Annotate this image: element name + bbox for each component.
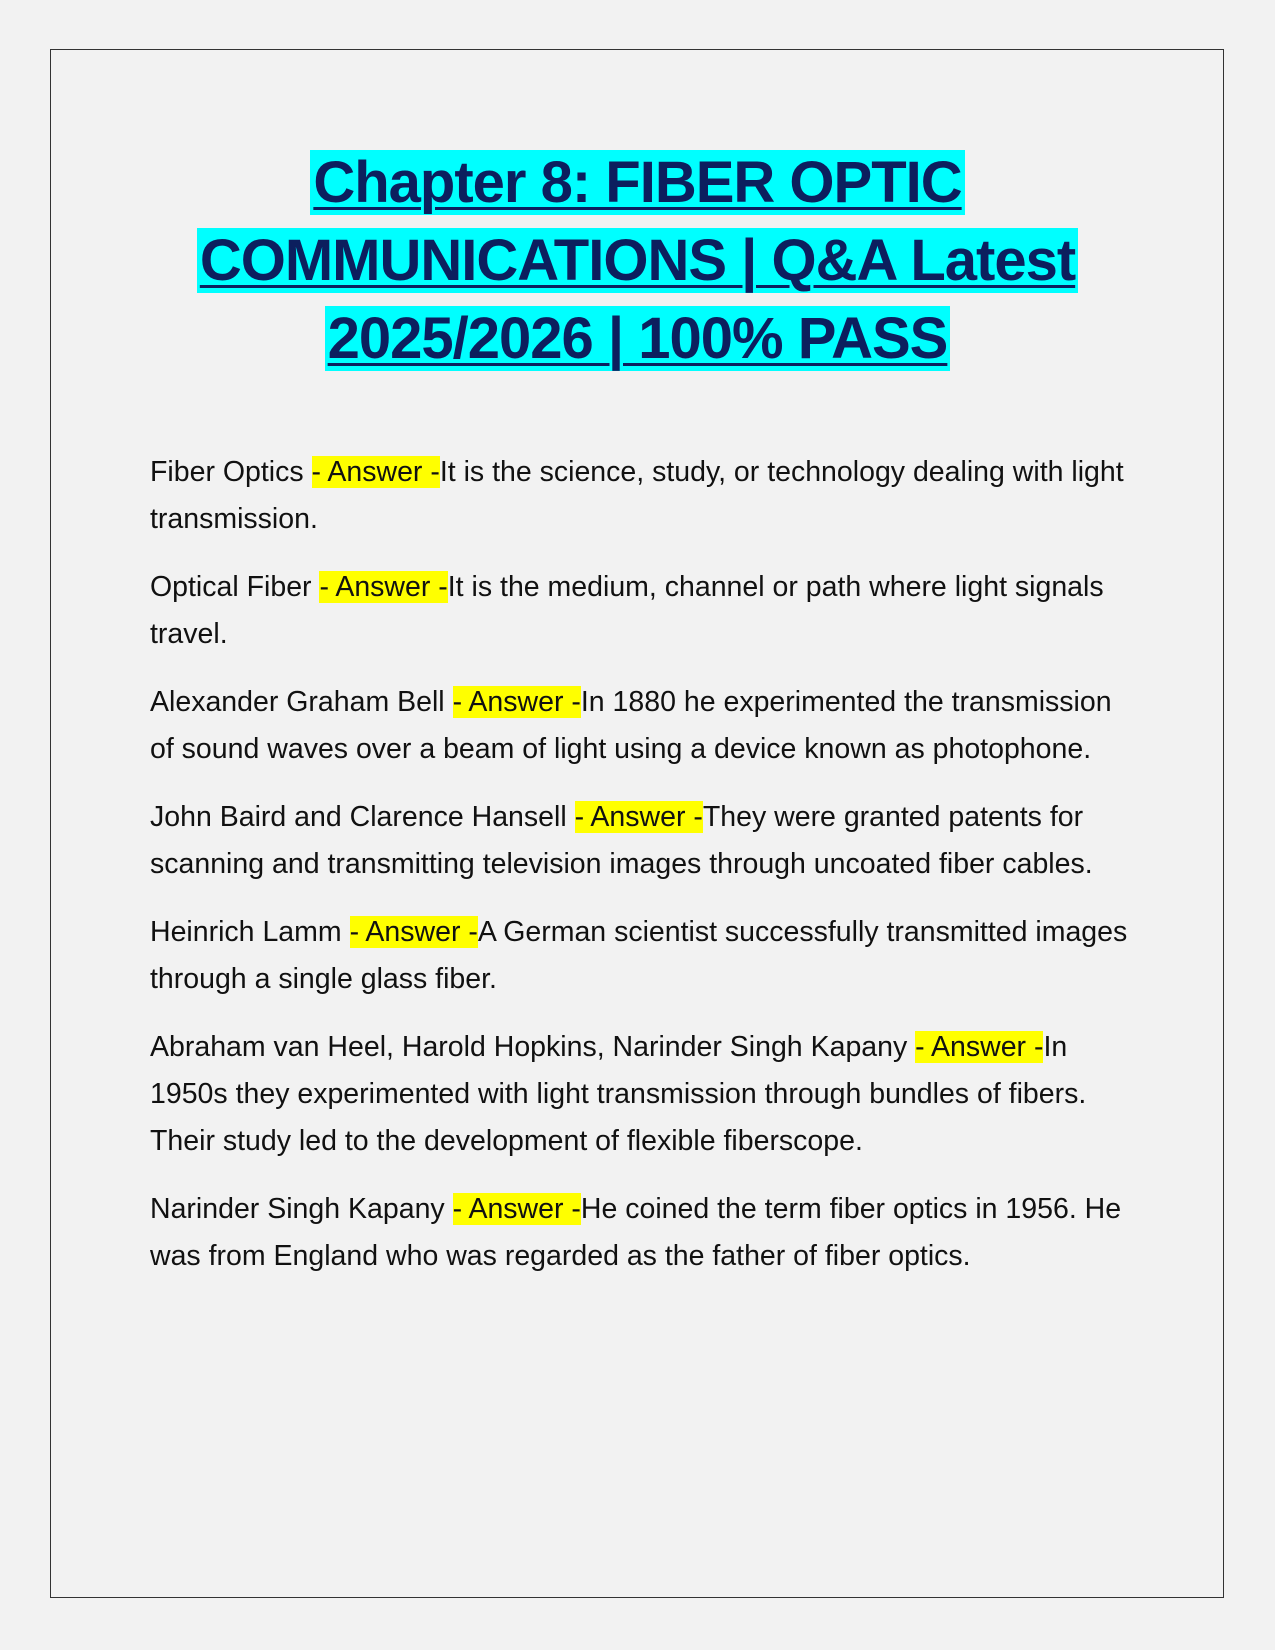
- answer-marker: - Answer -: [319, 571, 448, 603]
- answer-marker: - Answer -: [452, 1193, 581, 1225]
- page-title: [100, 144, 1175, 378]
- qa-term: John Baird and Clarence Hansell: [150, 801, 575, 833]
- qa-term: Heinrich Lamm: [150, 916, 350, 948]
- answer-marker: - Answer -: [915, 1031, 1044, 1063]
- qa-list: [150, 449, 1130, 1301]
- qa-item: [150, 909, 1130, 1003]
- answer-marker: - Answer -: [452, 686, 581, 718]
- answer-marker: - Answer -: [311, 456, 440, 488]
- qa-item: [150, 794, 1130, 888]
- qa-item: [150, 679, 1130, 773]
- page-title-text: Chapter 8: FIBER OPTIC COMMUNICATIONS | Q&A Latest 2025/2026 | 100% PASS: [197, 150, 1078, 371]
- qa-term: Alexander Graham Bell: [150, 686, 453, 718]
- qa-answer: A German scientist successfully transmitted images through a single glass fiber.: [150, 916, 1128, 995]
- qa-answer: In 1950s they experimented with light transmission through bundles of fibers. Their study led to the development of flexible fiberscope.: [150, 1031, 1087, 1157]
- qa-answer: It is the science, study, or technology dealing with light transmission.: [150, 456, 1124, 535]
- qa-answer: It is the medium, channel or path where light signals travel.: [150, 571, 1104, 650]
- answer-marker: - Answer -: [349, 916, 478, 948]
- qa-answer: He coined the term fiber optics in 1956. He was from England who was regarded as the father of fiber optics.: [150, 1193, 1122, 1272]
- qa-term: Narinder Singh Kapany: [150, 1193, 453, 1225]
- qa-term: Abraham van Heel, Harold Hopkins, Narinder Singh Kapany: [150, 1031, 916, 1063]
- qa-answer: They were granted patents for scanning and transmitting television images through uncoated fiber cables.: [150, 801, 1093, 880]
- qa-item: [150, 449, 1130, 543]
- qa-item: [150, 564, 1130, 658]
- qa-item: [150, 1186, 1130, 1280]
- qa-item: [150, 1024, 1130, 1165]
- answer-marker: - Answer -: [574, 801, 703, 833]
- qa-term: Fiber Optics: [150, 456, 312, 488]
- qa-answer: In 1880 he experimented the transmission of sound waves over a beam of light using a device known as photophone.: [150, 686, 1112, 765]
- qa-term: Optical Fiber: [150, 571, 320, 603]
